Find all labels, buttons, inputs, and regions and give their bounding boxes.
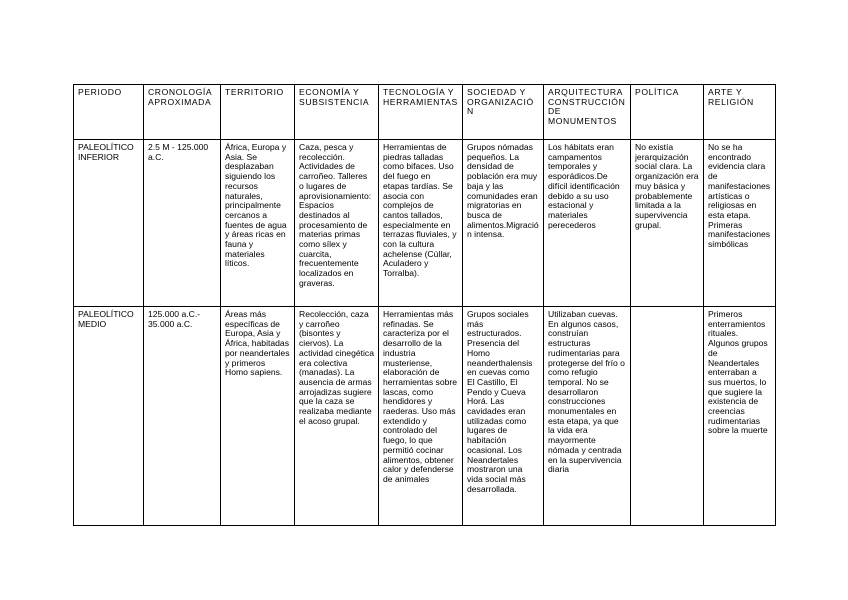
table-row [74, 140, 776, 307]
cell-periodo: PALEOLÍTICO MEDIO [74, 307, 144, 526]
cell-sociedad: Grupos sociales más estructurados. Presencia del Homo neanderthalensis en cuevas como El Castillo, El Pendo y Cueva Horá. Las cavidades eran utilizadas como lugares de habitación ocasional. Los Neandertales mostraron una vida social más desarrollada. [463, 307, 544, 526]
header-sociedad: SOCIEDAD Y ORGANIZACIÓN [463, 85, 544, 140]
cell-cronologia: 125.000 a.C.- 35.000 a.C. [144, 307, 221, 526]
cell-economia: Caza, pesca y recolección. Actividades de carroñeo. Talleres o lugares de aprovisionamiento: Espacios destinados al procesamiento de materias primas como sílex y cuarcita, frecuentemente localizados en graveras. [295, 140, 379, 307]
cell-arte: No se ha encontrado evidencia clara de manifestaciones artísticas o religiosas en esta etapa. Primeras manifestaciones simbólicas [704, 140, 776, 307]
header-cronologia: CRONOLOGÍA APROXIMADA [144, 85, 221, 140]
header-arquitectura: ARQUITECTURA CONSTRUCCIÓN DE MONUMENTOS [544, 85, 631, 140]
cell-arquitectura: Utilizaban cuevas. En algunos casos, construían estructuras rudimentarias para protegerse del frío o como refugio temporal. No se desarrollaron construcciones monumentales en esta etapa, ya que la vida era mayormente nómada y centrada en la supervivencia diaria [544, 307, 631, 526]
cell-arquitectura: Los hábitats eran campamentos temporales y esporádicos.De difícil identificación debido a su uso estacional y materiales perecederos [544, 140, 631, 307]
cell-periodo: PALEOLÍTICO INFERIOR [74, 140, 144, 307]
header-economia: ECONOMÍA Y SUBSISTENCIA [295, 85, 379, 140]
table-row [74, 307, 776, 526]
cell-arte: Primeros enterramientos rituales. Algunos grupos de Neandertales enterraban a sus muertos, lo que sugiere la existencia de creencias rudimentarias sobre la muerte [704, 307, 776, 526]
cell-tecnologia: Herramientas de piedras talladas como bifaces. Uso del fuego en etapas tardías. Se asocia con complejos de cantos tallados, especialmente en terrazas fluviales, y con la cultura achelense (Cúllar, Aculadero y Torralba). [379, 140, 463, 307]
header-periodo: PERIODO [74, 85, 144, 140]
header-tecnologia: TECNOLOGÍA Y HERRAMIENTAS [379, 85, 463, 140]
cell-politica [631, 307, 704, 526]
cell-territorio: Áreas más específicas de Europa, Asia y África, habitadas por neandertales y primeros Homo sapiens. [221, 307, 295, 526]
cell-economia: Recolección, caza y carroñeo (bisontes y ciervos). La actividad cinegética era colectiva (manadas). La ausencia de armas arrojadizas sugiere que la caza se realizaba mediante el acoso grupal. [295, 307, 379, 526]
cell-cronologia: 2.5 M - 125.000 a.C. [144, 140, 221, 307]
table-header-row [74, 85, 776, 140]
header-arte: ARTE Y RELIGIÓN [704, 85, 776, 140]
prehistory-table [73, 84, 776, 526]
header-territorio: TERRITORIO [221, 85, 295, 140]
cell-sociedad: Grupos nómadas pequeños. La densidad de población era muy baja y las comunidades eran migratorias en busca de alimentos.Migración intensa. [463, 140, 544, 307]
cell-territorio: África, Europa y Asia. Se desplazaban siguiendo los recursos naturales, principalmente cercanos a fuentes de agua y áreas ricas en fauna y materiales líticos. [221, 140, 295, 307]
cell-politica: No existía jerarquización social clara. La organización era muy básica y probablemente limitada a la supervivencia grupal. [631, 140, 704, 307]
header-politica: POLÍTICA [631, 85, 704, 140]
cell-tecnologia: Herramientas más refinadas. Se caracteriza por el desarrollo de la industria musteriense, elaboración de herramientas sobre lascas, como hendidores y raederas. Uso más extendido y controlado del fuego, lo que permitió cocinar alimentos, obtener calor y defenderse de animales [379, 307, 463, 526]
